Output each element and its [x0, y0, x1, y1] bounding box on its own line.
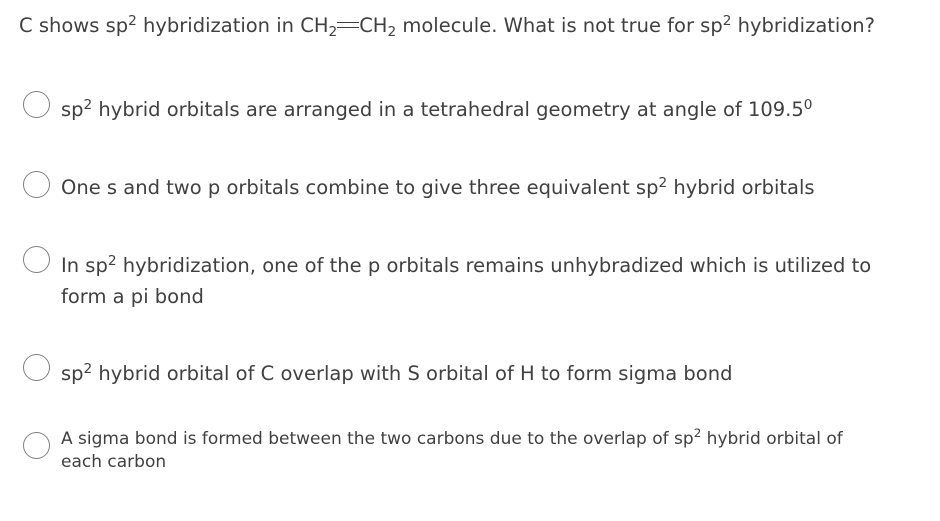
option-text: sp	[61, 362, 84, 385]
superscript: 2	[658, 174, 668, 191]
radio-button[interactable]	[23, 246, 50, 273]
superscript: 2	[128, 12, 137, 29]
radio-button[interactable]	[23, 354, 50, 381]
radio-button[interactable]	[23, 171, 50, 198]
question-part: CH	[359, 14, 388, 37]
question-text	[19, 12, 875, 40]
superscript: 2	[107, 252, 117, 269]
answer-option-5[interactable]	[23, 426, 903, 482]
answer-option-1[interactable]	[23, 91, 903, 125]
radio-button[interactable]	[23, 432, 50, 459]
option-text: sp	[61, 98, 84, 121]
answer-option-4[interactable]	[23, 354, 903, 388]
answer-option-3[interactable]	[23, 246, 903, 312]
superscript: 2	[83, 96, 93, 113]
superscript: 2	[722, 12, 732, 29]
option-text: In sp	[61, 254, 108, 277]
option-text: hybridization, one of the p orbitals remains unhybradized which is utilized to form a pi bond	[61, 254, 872, 308]
option-label	[61, 94, 812, 125]
question-part: hybridization in CH	[136, 14, 329, 37]
option-label	[61, 172, 815, 203]
option-text: hybrid orbital of C overlap with S orbital of H to form sigma bond	[92, 362, 733, 385]
option-text: One s and two p orbitals combine to give three equivalent sp	[61, 176, 659, 199]
option-text: A sigma bond is formed between the two carbons due to the overlap of sp	[61, 429, 694, 449]
subscript: 2	[328, 24, 338, 41]
option-label	[61, 358, 732, 389]
double-bond-icon	[337, 21, 359, 29]
superscript: 2	[83, 360, 93, 377]
option-label	[61, 250, 881, 312]
answer-option-2[interactable]	[23, 171, 903, 205]
question-part: C shows sp	[19, 14, 129, 37]
question-part: molecule. What is not true for sp	[396, 14, 723, 37]
superscript: 0	[803, 96, 813, 113]
option-text: hybrid orbital of each carbon	[61, 429, 843, 472]
option-text: hybrid orbitals are arranged in a tetrahedral geometry at angle of 109.5	[92, 98, 804, 121]
radio-button[interactable]	[23, 91, 50, 118]
superscript: 2	[693, 426, 702, 441]
subscript: 2	[387, 24, 397, 41]
option-label	[61, 428, 881, 474]
question-part: hybridization?	[731, 14, 875, 37]
option-text: hybrid orbitals	[667, 176, 815, 199]
